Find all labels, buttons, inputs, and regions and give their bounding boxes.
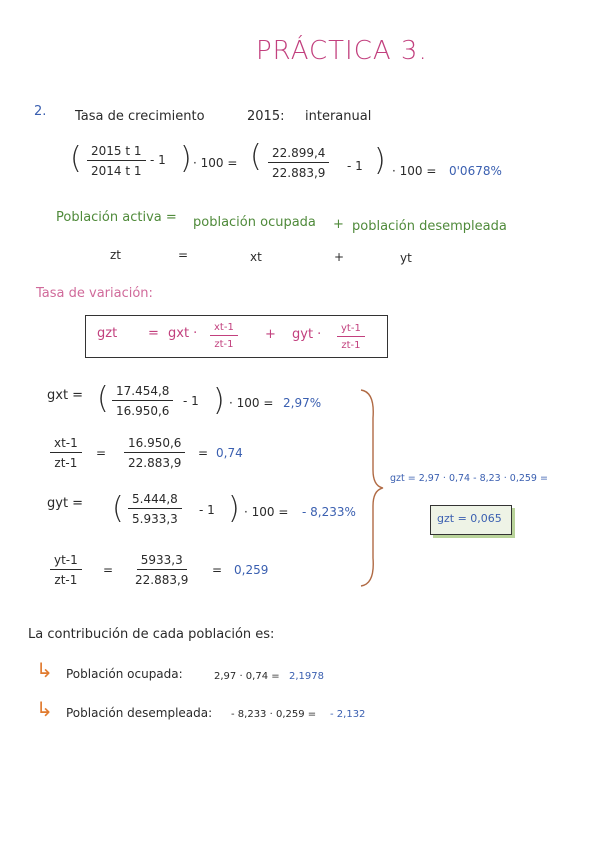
var-x: xt: [250, 250, 262, 264]
gy-fraction: [128, 492, 182, 526]
boxed-frac-1-den: zt-1: [214, 339, 234, 350]
boxed-frac-2: [337, 323, 365, 351]
gx-times: · 100 =: [229, 396, 274, 410]
gx-open: (: [97, 381, 109, 416]
contrib-ocupada-label: Población ocupada:: [66, 667, 183, 681]
fraction-values: [268, 146, 329, 180]
xz-eq-2: =: [198, 446, 209, 460]
question-type: interanual: [305, 109, 372, 124]
fraction-den-2: 22.883,9: [272, 166, 326, 180]
xz-den-2: 22.883,9: [128, 456, 182, 470]
times-100-b: · 100 =: [392, 164, 437, 178]
pa-term-desempleada: población desempleada: [352, 219, 507, 234]
boxed-eq: =: [148, 326, 159, 341]
boxed-frac-1: [210, 322, 238, 350]
xz-eq: =: [96, 446, 107, 460]
gy-minus: - 1: [199, 503, 215, 517]
gy-open: (: [112, 491, 124, 526]
pa-plus: +: [333, 217, 344, 232]
gx-den: 16.950,6: [116, 404, 170, 418]
gy-result: - 8,233%: [302, 505, 356, 519]
yz-fraction-2: [135, 553, 188, 587]
gx-close: ): [213, 383, 225, 418]
contrib-ocupada-value: 2,1978: [289, 671, 324, 682]
question-heading: Tasa de crecimiento: [75, 109, 205, 124]
var-z: zt: [110, 248, 122, 262]
boxed-plus: +: [265, 327, 276, 342]
final-result: gzt = 0,065: [437, 512, 502, 525]
xz-fraction-2: [124, 436, 185, 470]
paren-open-2: (: [250, 139, 262, 174]
yz-den: zt-1: [54, 573, 78, 587]
yz-den-2: 22.883,9: [135, 573, 189, 587]
paren-close-2: ): [374, 143, 386, 178]
pa-lhs: Población activa =: [56, 210, 177, 225]
question-year: 2015:: [247, 109, 285, 124]
gx-result: 2,97%: [283, 396, 322, 410]
growth-result: 0'0678%: [449, 164, 502, 178]
var-y: yt: [400, 251, 412, 265]
fraction-den: 2014 t 1: [91, 164, 142, 178]
boxed-gy: gyt ·: [292, 327, 322, 342]
paren-close: ): [180, 141, 192, 176]
xz-result: 0,74: [216, 446, 243, 460]
gx-fraction: [112, 384, 173, 418]
times-100: · 100 =: [193, 156, 238, 170]
return-arrow-icon: ↳: [36, 697, 53, 721]
gx-lhs: gxt =: [47, 388, 84, 403]
yz-eq-2: =: [212, 563, 223, 577]
tasa-variacion-label: Tasa de variación:: [36, 286, 153, 301]
gx-num: 17.454,8: [112, 384, 173, 401]
yz-eq: =: [103, 563, 114, 577]
minus-one-2: - 1: [347, 159, 363, 173]
xz-num-2: 16.950,6: [124, 436, 185, 453]
yz-num-2: 5933,3: [137, 553, 187, 570]
question-number: 2.: [34, 104, 47, 119]
return-arrow-icon: ↳: [36, 658, 53, 682]
gy-times: · 100 =: [244, 505, 289, 519]
gx-minus: - 1: [183, 394, 199, 408]
gy-close: ): [228, 491, 240, 526]
boxed-frac-1-num: xt-1: [210, 322, 238, 336]
minus-one: - 1: [150, 153, 166, 167]
yz-num: yt-1: [50, 553, 82, 570]
boxed-frac-2-num: yt-1: [337, 323, 365, 337]
paren-open: (: [70, 141, 82, 176]
var-plus: +: [334, 250, 345, 264]
gy-den: 5.933,3: [132, 512, 178, 526]
xz-num: xt-1: [50, 436, 82, 453]
xz-den: zt-1: [54, 456, 78, 470]
yz-fraction: [50, 553, 82, 587]
contrib-desempleada-label: Población desempleada:: [66, 706, 213, 720]
boxed-frac-2-den: zt-1: [341, 340, 361, 351]
contrib-desempleada-calc: - 8,233 · 0,259 =: [231, 709, 317, 720]
contrib-heading: La contribución de cada población es:: [28, 627, 275, 642]
boxed-gx: gxt ·: [168, 326, 198, 341]
yz-result: 0,259: [234, 563, 269, 577]
contrib-ocupada-calc: 2,97 · 0,74 =: [214, 671, 280, 682]
pa-term-ocupada: población ocupada: [193, 215, 316, 230]
gz-calculation: gzt = 2,97 · 0,74 - 8,23 · 0,259 =: [390, 473, 548, 484]
curly-brace: [355, 388, 385, 588]
fraction-num-2: 22.899,4: [268, 146, 329, 163]
xz-fraction: [50, 436, 82, 470]
fraction-num: 2015 t 1: [87, 144, 146, 161]
gy-lhs: gyt =: [47, 496, 84, 511]
fraction-years: [87, 144, 146, 178]
var-eq: =: [178, 248, 189, 262]
gy-num: 5.444,8: [128, 492, 182, 509]
contrib-desempleada-value: - 2,132: [330, 709, 366, 720]
boxed-gz: gzt: [97, 326, 118, 341]
page-title: PRÁCTICA 3.: [256, 36, 428, 66]
